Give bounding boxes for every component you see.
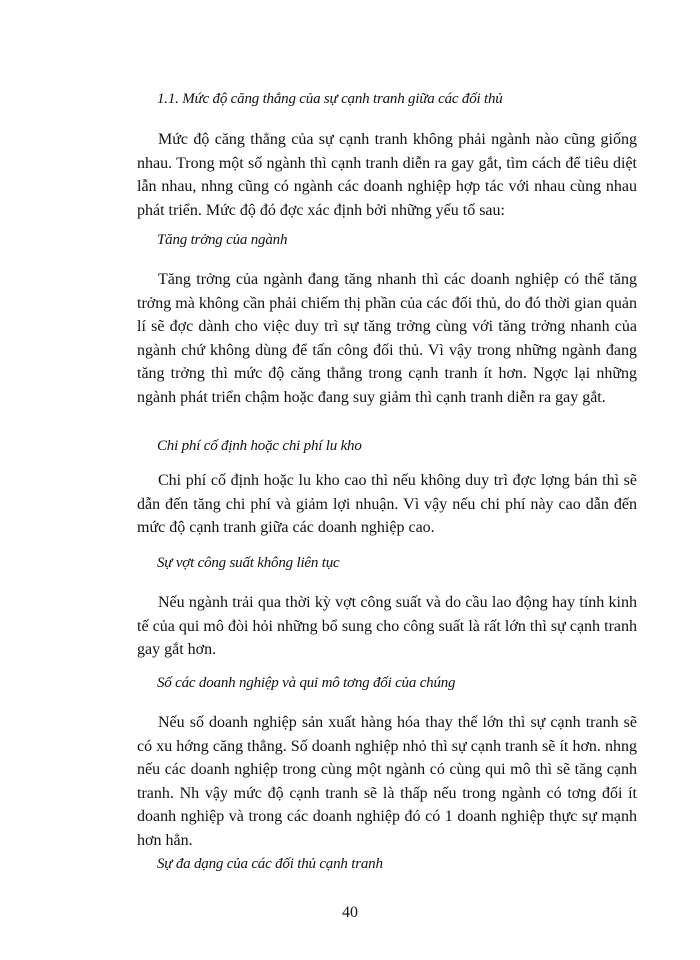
section-heading-2: Tăng trởng của ngành	[157, 232, 288, 248]
page-number: 40	[342, 904, 358, 921]
section-heading-6: Sự đa dạng của các đối thủ cạnh tranh	[157, 856, 383, 872]
section-paragraph-3: Chi phí cố định hoặc lu kho cao thì nếu không duy trì đợc lợng bán thì sẽ dẫn đến tăng chi phí và giảm lợi nhuận. Vì vậy nếu chi phí này cao dẫn đến mức độ cạnh tranh giữa các doanh nghiệp cao.	[137, 472, 637, 536]
section-heading-4: Sự vợt công suất không liên tục	[157, 555, 340, 571]
section-paragraph-1: Mức độ căng thẳng của sự cạnh tranh không phải ngành nào cũng giống nhau. Trong một số ngành thì cạnh tranh diễn ra gay gắt, tìm cách để tiêu diệt lẫn nhau, nhng cũng có ngành các doanh nghiệp hợp tác với nhau cùng nhau phát triển. Mức độ đó đợc xác định bởi những yếu tố sau:	[137, 131, 637, 219]
section-heading-1: 1.1. Mức độ căng thẳng của sự cạnh tranh giữa các đối thủ	[157, 91, 503, 107]
section-paragraph-4: Nếu ngành trải qua thời kỳ vợt công suất và do cầu lao động hay tính kinh tế của qui mô đòi hỏi những bổ sung cho công suất là rất lớn thì sự cạnh tranh gay gắt hơn.	[137, 594, 637, 658]
section-heading-5: Số các doanh nghiệp và qui mô tơng đối của chúng	[157, 675, 456, 691]
section-heading-3: Chi phí cố định hoặc chi phí lu kho	[157, 438, 362, 454]
section-paragraph-2: Tăng trởng của ngành đang tăng nhanh thì các doanh nghiệp có thể tăng trởng mà không cần phải chiếm thị phần của các đối thủ, do đó thời gian quản lí sẽ đợc dành cho việc duy trì sự tăng trởng cùng với tăng trởng nhanh của ngành chứ không dùng để tấn công đối thủ. Vì vậy trong những ngành đang tăng trởng thì mức độ căng thẳng trong cạnh tranh ít hơn. Ngợc lại những ngành phát triển chậm hoặc đang suy giảm thì cạnh tranh diễn ra gay gắt.	[137, 271, 637, 406]
section-paragraph-5: Nếu số doanh nghiệp sản xuất hàng hóa thay thế lớn thì sự cạnh tranh sẽ có xu hớng căng thẳng. Số doanh nghiệp nhỏ thì sự cạnh tranh sẽ ít hơn. nhng nếu các doanh nghiệp trong cùng một ngành có cùng qui mô thì sẽ tăng cạnh tranh. Nh vậy mức độ cạnh tranh sẽ là thấp nếu trong ngành có tơng đối ít doanh nghiệp và trong các doanh nghiệp đó có 1 doanh nghiệp thực sự mạnh hơn hẳn.	[137, 714, 637, 849]
